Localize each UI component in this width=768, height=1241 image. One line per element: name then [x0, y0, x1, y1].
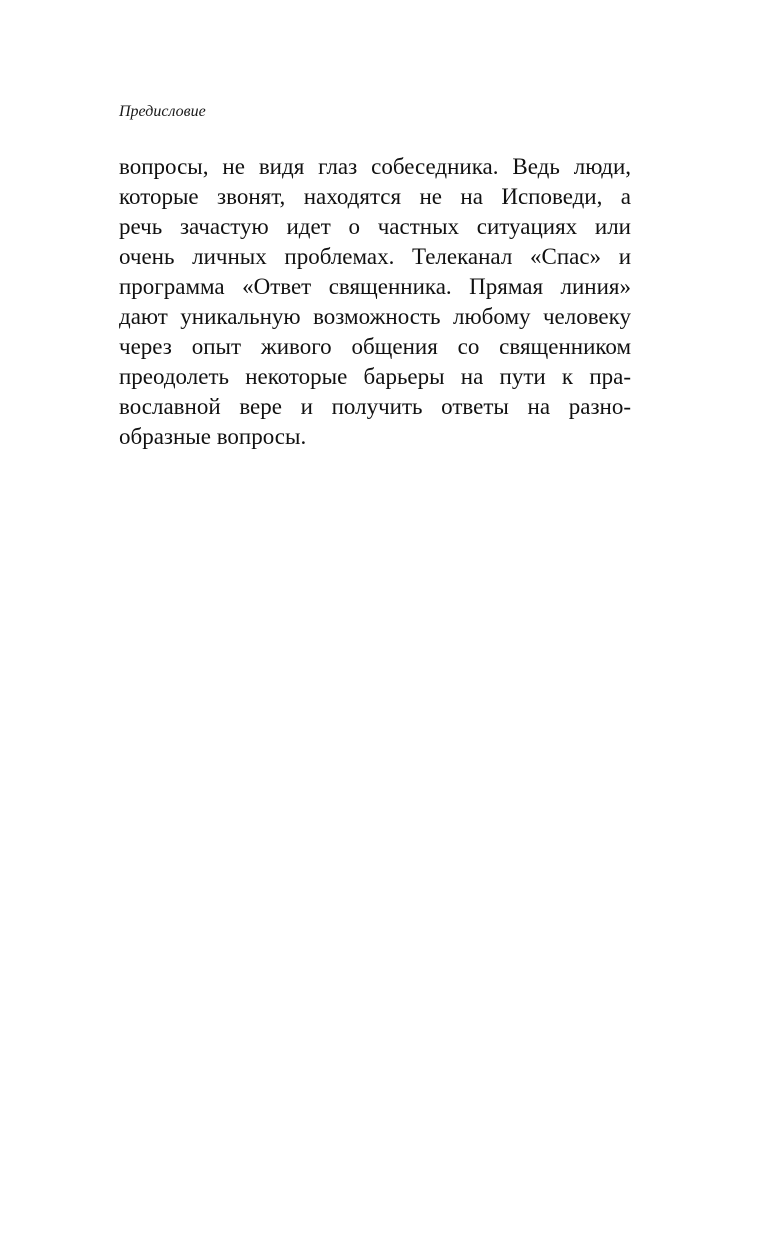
body-paragraph	[119, 152, 631, 452]
text-line: которые звонят, находятся не на Исповеди, а	[119, 184, 631, 209]
running-head: Предисловие	[119, 103, 206, 120]
text-line: через опыт живого общения со священником	[119, 334, 631, 359]
text-line: вославной вере и получить ответы на разно-	[119, 394, 631, 419]
text-line: вопросы, не видя глаз собеседника. Ведь люди,	[119, 154, 631, 179]
text-line: образные вопросы.	[119, 424, 307, 449]
text-line: дают уникальную возможность любому человеку	[119, 304, 631, 329]
text-line: очень личных проблемах. Телеканал «Спас» и	[119, 244, 631, 269]
text-line: преодолеть некоторые барьеры на пути к пра-	[119, 364, 631, 389]
text-line: речь зачастую идет о частных ситуациях или	[119, 214, 631, 239]
text-line: программа «Ответ священника. Прямая линия»	[119, 274, 631, 299]
